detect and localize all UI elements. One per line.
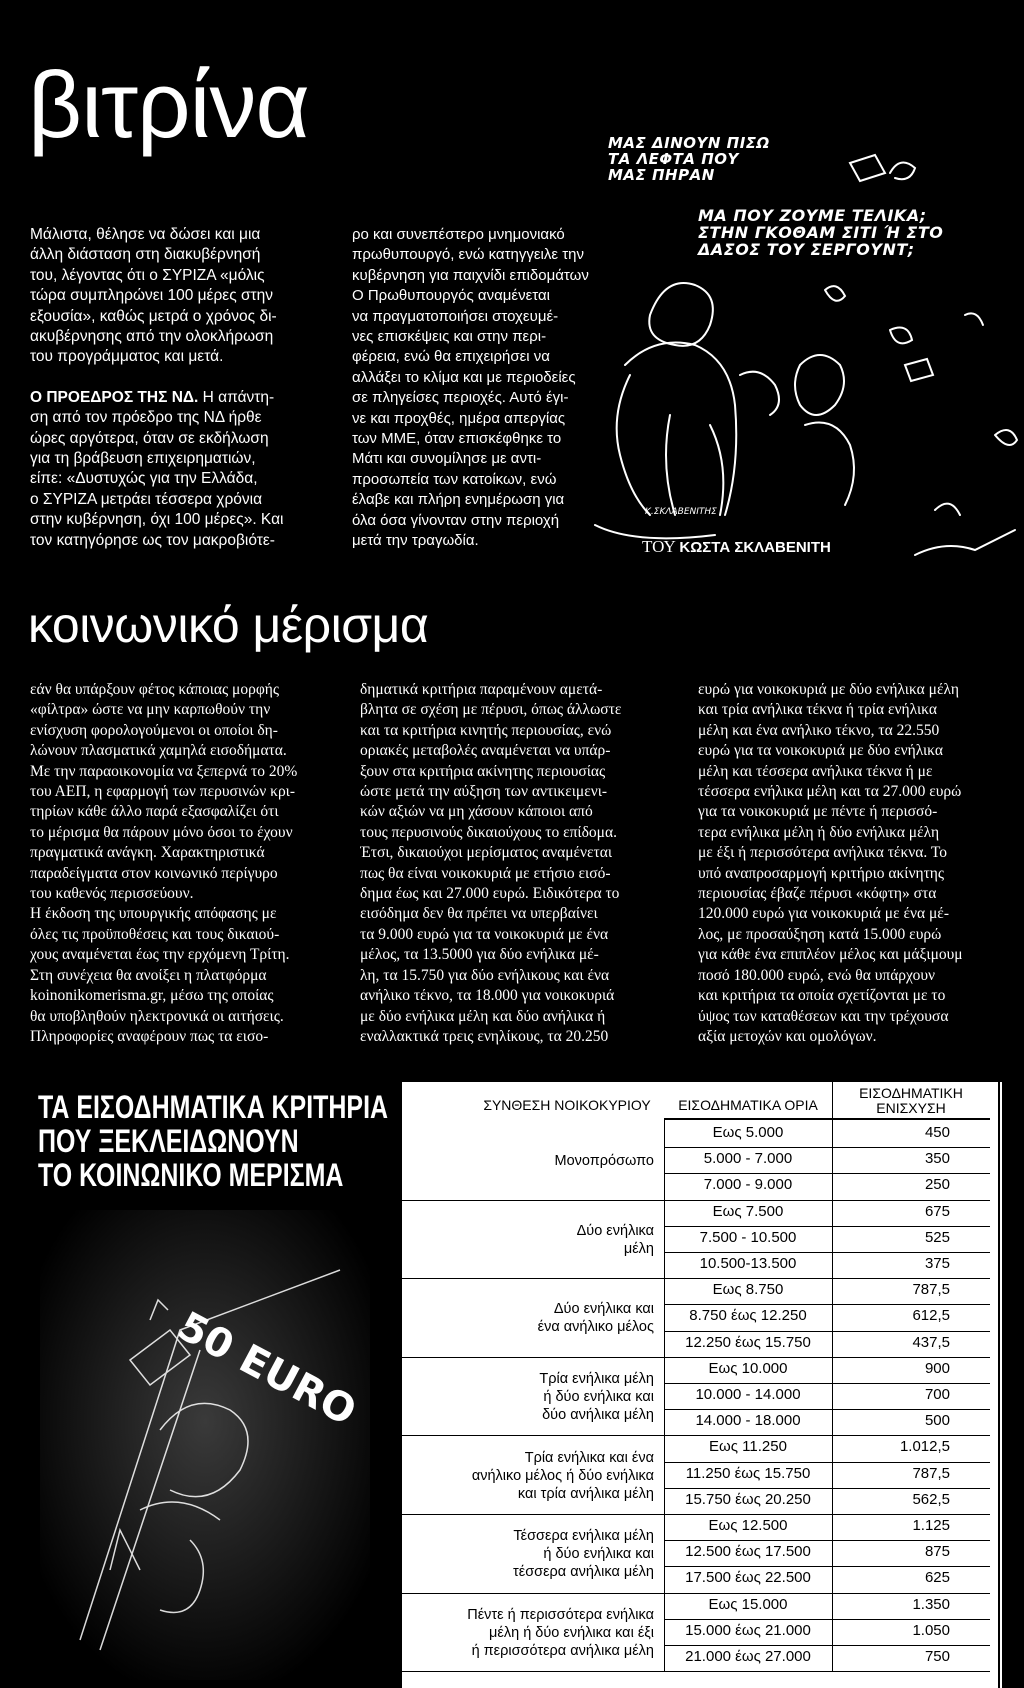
income-limit-cell: 17.500 έως 22.500 (685, 1569, 811, 1587)
household-line: ή περισσότερα ανήλικα μέλη (471, 1642, 654, 1659)
text-line: στην κυβέρνηση, όχι 100 μέρες». Και (30, 511, 284, 529)
text-line: με έξι ή περισσότερα ανήλικα τέκνα. Το (698, 844, 948, 862)
text-line: τέσσερα ενήλικα μέλη και τα 27.000 ευρώ (698, 783, 962, 801)
text-line: τον κατηγόρησε ως τον μακροβιότε- (30, 531, 275, 549)
text-line: δημα έως και 27.000 ευρώ. Ειδικότερα το (360, 885, 620, 903)
top-left-column (30, 225, 320, 551)
text-line: ευρώ για νοικοκυριά με δύο ενήλικα μέλη (698, 681, 959, 698)
household-line: ανήλικο μέλος ή δύο ενήλικα (471, 1467, 654, 1484)
text-line: να πραγματοποιήσει στοχευμέ- (352, 307, 559, 325)
household-line: ή δύο ενήλικα και (543, 1546, 654, 1563)
text-line: του καθενός περισσεύουν. (30, 885, 194, 903)
benefit-cell: 675 (924, 1202, 950, 1220)
income-limit-cell: 15.000 έως 21.000 (685, 1621, 811, 1639)
benefit-cell: 525 (924, 1228, 950, 1246)
table-title (38, 1090, 388, 1192)
text-line: έλαβε και πλήρη ενημέρωση για (352, 491, 565, 509)
text-line: πρωθυπουργό, ενώ κατηγγειλε την (352, 246, 584, 264)
household-line: δύο ανήλικα μέλη (542, 1407, 654, 1424)
table-header-limits: ΕΙΣΟΔΗΜΑΤΙΚΑ ΟΡΙΑ (678, 1097, 818, 1113)
benefit-cell: 700 (924, 1386, 950, 1403)
household-cell (412, 1201, 654, 1280)
text-line: και κριτήρια τα οποία σχετίζονται με το (698, 987, 946, 1005)
benefit-cell: 787,5 (912, 1281, 950, 1299)
income-limit-cell: Εως 7.500 (712, 1202, 784, 1220)
text-line: τερα ενήλικα μέλη ή δύο ενήλικα μέλη (698, 823, 940, 841)
text-line: όλα όσα γίνονταν στην περιοχή (352, 511, 560, 529)
text-line: Πληροφορίες αναφέρουν πως τα εισο- (30, 1027, 269, 1045)
benefit-cell: 1.350 (912, 1595, 950, 1613)
text-line: νες επισκέψεις και στην περι- (352, 328, 547, 346)
text-line: υπό αναπροσαρμογή κριτήριο ακίνητης (698, 864, 945, 882)
subhead-nd-president: Ο ΠΡΟΕΔΡΟΣ ΤΗΣ ΝΔ. (30, 388, 199, 406)
top-middle-paragraph (352, 225, 624, 552)
top-left-paragraph-2 (30, 408, 320, 551)
text-line: με δύο ενήλικα μέλη και δύο ανήλικα ή (360, 1007, 606, 1025)
text-line: Η έκδοση της υπουργικής απόφασης με (30, 905, 277, 923)
banknote-denomination: 50 EURO (170, 1303, 364, 1436)
benefit-cell: 1.050 (912, 1621, 950, 1639)
household-line: Μονοπρόσωπο (554, 1153, 654, 1170)
text-line: κών αξιών να μη χάσουν κάποιοι από (360, 803, 593, 821)
body-column-3 (698, 680, 1003, 1047)
text-line: ώρες αργότερα, όταν σε εκδήλωση (30, 429, 269, 447)
text-line: για τα νοικοκυριά με πέντε ή περισσό- (698, 803, 938, 821)
cartoon-signature: Κ.ΣΚΛΑΒΕΝΙΤΗΣ (645, 507, 717, 517)
col-divider-2 (832, 1082, 833, 1672)
text-line: το μέρισμα θα πάρουν μόνο όσοι το έχουν (30, 823, 293, 841)
text-line: μέλη και τέσσερα ανήλικα τέκνα ή με (698, 762, 933, 780)
text-line: μετά την τραγωδία. (352, 532, 479, 550)
text-line: του, λέγοντας ότι ο ΣΥΡΙΖΑ «μόλις (30, 266, 265, 284)
household-line: τέσσερα ανήλικα μέλη (513, 1564, 654, 1581)
subhead-continuation: Η απάντη- (198, 388, 275, 406)
col-divider-1 (664, 1118, 665, 1672)
text-line: εναλλακτικά τρεις ενηλίκους, τα 20.250 (360, 1027, 609, 1045)
top-left-paragraph-1 (30, 225, 320, 368)
banknote-photo (40, 1210, 370, 1680)
income-limit-cell: 5.000 - 7.000 (703, 1150, 793, 1168)
income-limit-cell: Εως 11.250 (709, 1438, 787, 1456)
text-line: Με την παραοικονομία να ξεπερνά το 20% (30, 762, 298, 780)
income-limit-cell: 11.250 έως 15.750 (685, 1464, 811, 1482)
text-line: μέλος, τα 13.5000 για δύο ενήλικα μέ- (360, 946, 599, 964)
household-line: Δύο ενήλικα (576, 1222, 654, 1239)
benefit-cell: 1.125 (912, 1517, 950, 1534)
text-line: ύψος των καταθέσεων και την τρέχουσα (698, 1007, 949, 1025)
text-line: ανήλικο τέκνο, τα 18.000 για νοικοκυριά (360, 987, 615, 1005)
text-line: ο ΣΥΡΙΖΑ μετράει τέσσερα χρόνια (30, 490, 263, 508)
header-word: ΕΙΣΟΔΗΜΑΤΙΚΗ (859, 1085, 963, 1101)
text-line: εξουσία», καθώς μετρά ο χρόνος δι- (30, 307, 277, 325)
benefit-cell: 500 (924, 1412, 950, 1430)
text-line: Στη συνέχεια θα ανοίξει η πλατφόρμα (30, 966, 267, 984)
text-line: θα υποβληθούν ηλεκτρονικά οι αιτήσεις. (30, 1007, 284, 1025)
text-line: προσωπεία των κατοίκων, ενώ (352, 470, 557, 488)
household-line: Τρία ενήλικα μέλη (539, 1371, 654, 1388)
text-line: πως θα είναι νοικοκυριά με ετήσιο εισό- (360, 864, 611, 882)
income-limit-cell: 12.250 έως 15.750 (685, 1333, 811, 1351)
household-line: ένα ανήλικο μέλος (537, 1319, 654, 1336)
table-header-household: ΣΥΝΘΕΣΗ ΝΟΙΚΟΚΥΡΙΟΥ (483, 1097, 651, 1113)
household-line: και τρία ανήλικα μέλη (517, 1485, 654, 1502)
income-limit-cell: 12.500 έως 17.500 (685, 1543, 811, 1561)
benefit-cell: 350 (924, 1150, 950, 1168)
benefit-cell: 612,5 (912, 1307, 950, 1325)
household-line: ή δύο ενήλικα και (543, 1389, 654, 1406)
text-line: ποσό 180.000 ευρώ, ενώ θα υπάρχουν (698, 966, 936, 984)
benefit-cell: 437,5 (912, 1333, 950, 1351)
benefit-cell: 787,5 (912, 1464, 950, 1482)
text-line: δηματικά κριτήρια παραμένουν αμετά- (360, 681, 603, 698)
text-line: 120.000 ευρώ για νοικοκυριά με ένα μέ- (698, 905, 949, 923)
income-limit-cell: 7.000 - 9.000 (703, 1176, 793, 1194)
text-line: Μάτι και συνομίλησε με αντι- (352, 450, 542, 468)
income-limit-cell: 15.750 έως 20.250 (685, 1490, 811, 1508)
income-limit-cell: 14.000 - 18.000 (695, 1412, 801, 1430)
household-cell (412, 1358, 654, 1437)
cartoon-drawing (590, 125, 1024, 570)
income-limit-cell: Εως 15.000 (708, 1595, 788, 1613)
text-line: νε και προχθές, ημέρα απεργίας (352, 409, 566, 427)
household-line: Τέσσερα ενήλικα μέλη (513, 1528, 654, 1545)
text-line: λος, με προσαύξηση κατά 15.000 ευρώ (698, 925, 942, 943)
text-line: για κάθε ένα επιπλέον μέλος και μάξιμουμ (698, 946, 963, 964)
text-line: μέλη και ένα ανήλικο τέκνο, τα 22.550 (698, 721, 940, 739)
text-line: οριακές μεταβολές αναμένεται να υπάρ- (360, 742, 611, 760)
text-line: αξία μετοχών και ομολόγων. (698, 1027, 877, 1045)
household-cell (412, 1594, 654, 1673)
household-line: μέλη (623, 1240, 654, 1257)
household-cell (412, 1515, 654, 1594)
text-line: και τα κριτήρια κινητής περιουσίας, ενώ (360, 721, 612, 739)
benefit-cell: 875 (924, 1543, 950, 1561)
text-line: σε πληγείσες περιοχές. Αυτό έγι- (352, 389, 569, 407)
text-line: φέρεια, ενώ θα επιχειρήσει να (352, 348, 550, 366)
text-line: και τρία ανήλικα τέκνα ή τρία ενήλικα (698, 701, 937, 719)
speech-line: ΜΑΣ ΠΗΡΑΝ (608, 166, 715, 184)
text-line: αλλάξει το κλίμα και με περιοδείες (352, 368, 576, 386)
text-line: ρο και συνεπέστερο μνημονιακό (352, 226, 565, 243)
income-limit-cell: 7.500 - 10.500 (699, 1228, 797, 1246)
cartoon (590, 125, 1024, 570)
text-line: τα 9.000 ευρώ για τα νοικοκυριά με ένα (360, 925, 609, 943)
text-line: Έτσι, δικαιούχοι μερίσματος αναμένεται (360, 844, 613, 862)
household-line: Πέντε ή περισσότερα ενήλικα (467, 1606, 654, 1623)
header-rule (664, 1118, 990, 1120)
text-line: των ΜΜΕ, όταν επισκέφθηκε το (352, 430, 562, 448)
text-line: όλες τις προϋποθέσεις και τους δικαιού- (30, 925, 280, 943)
text-line: παραδείγματα στον κοινωνικό περίγυρο (30, 864, 278, 882)
income-limit-cell: Εως 12.500 (708, 1517, 788, 1534)
income-limit-cell: 8.750 έως 12.250 (689, 1307, 807, 1325)
text-line: ακυβέρνησης από την ολοκλήρωση (30, 328, 274, 346)
household-cell (412, 1279, 654, 1358)
text-line: τηρίων κάθε άλλο παρά εξασφαλίζει ότι (30, 803, 279, 821)
speech-line: ΜΑΣ ΔΙΝΟΥΝ ΠΙΣΩ (608, 134, 770, 152)
text-line: πραγματικά ανάγκη. Χαρακτηριστικά (30, 844, 265, 862)
body-column-2 (360, 680, 665, 1047)
text-line: ώστε μετά την αύξηση των αντικειμενι- (360, 783, 608, 801)
income-limit-cell: Εως 5.000 (712, 1124, 784, 1141)
benefit-cell: 450 (924, 1124, 950, 1141)
text-line: άλλη διάσταση στη διακυβέρνησή (30, 246, 261, 264)
text-line: τώρα συμπληρώνει 100 μέρες στην (30, 287, 274, 305)
group-rule (402, 1671, 990, 1672)
benefit-cell: 250 (924, 1176, 950, 1194)
body-column-1 (30, 680, 335, 1047)
benefit-cell: 750 (924, 1648, 950, 1665)
income-limit-cell: 10.000 - 14.000 (695, 1386, 801, 1403)
credit-name: ΚΩΣΤΑ ΣΚΛΑΒΕΝΙΤΗ (679, 539, 831, 556)
income-limit-cell: 21.000 έως 27.000 (685, 1648, 811, 1665)
benefit-cell: 1.012,5 (899, 1438, 950, 1456)
text-line: λώνουν πλασματικά χαμηλά εισοδήματα. (30, 742, 287, 760)
text-line: λη, τα 15.750 για δύο ενήλικους και ένα (360, 966, 610, 984)
table-title-line: ΤΑ ΕΙΣΟΔΗΜΑΤΙΚΑ ΚΡΙΤΗΡΙΑ (38, 1089, 389, 1125)
income-criteria-table (402, 1082, 1002, 1688)
text-line: βλητα σε σχέση με πέρυσι, όπως άλλωστε (360, 701, 622, 719)
text-line: εισόδημα δεν θα πρέπει να υπερβαίνει (360, 905, 598, 923)
table-title-line: ΤΟ ΚΟΙΝΩΝΙΚΟ ΜΕΡΙΣΜΑ (38, 1157, 344, 1193)
household-cell (412, 1122, 654, 1201)
benefit-cell: 900 (924, 1359, 950, 1377)
text-line: είπε: «Δυστυχώς για την Ελλάδα, (30, 470, 258, 488)
text-line: χους αναμένεται έως την ερχόμενη Τρίτη. (30, 946, 290, 964)
text-line: για τη βράβευση επιχειρηματιών, (30, 450, 256, 468)
speech-line: ΔΑΣΟΣ ΤΟΥ ΣΕΡΓΟΥΝΤ; (698, 240, 915, 259)
header-word: ΕΝΙΣΧΥΣΗ (876, 1100, 946, 1116)
income-limit-cell: Εως 10.000 (708, 1359, 788, 1377)
text-line: ση από τον πρόεδρο της ΝΔ ήρθε (30, 409, 262, 427)
cartoon-credit (642, 537, 831, 557)
benefit-cell: 562,5 (912, 1490, 950, 1508)
section-title: βιτρίνα (28, 52, 309, 157)
text-line: ξουν στα κριτήρια ακίνητης περιουσίας (360, 762, 606, 780)
benefit-cell: 625 (924, 1569, 950, 1587)
text-line: «φίλτρα» ώστε να μην καρπωθούν την (30, 701, 271, 719)
benefit-cell: 375 (924, 1255, 950, 1272)
income-limit-cell: Εως 8.750 (712, 1281, 784, 1299)
speech-line: ΣΤΗΝ ΓΚΟΘΑΜ ΣΙΤΙ Ή ΣΤΟ (698, 223, 944, 242)
text-line: ευρώ για τα νοικοκυριά με δύο ενήλικα (698, 742, 943, 760)
text-line: εάν θα υπάρξουν φέτος κάποιας μορφής (30, 681, 280, 698)
table-header-benefit (832, 1086, 990, 1116)
top-middle-column (352, 225, 624, 552)
household-line: Δύο ενήλικα και (553, 1301, 654, 1318)
speech-line: ΜΑ ΠΟΥ ΖΟΥΜΕ ΤΕΛΙΚΑ; (698, 206, 927, 225)
credit-prefix: ΤΟΥ (642, 537, 680, 556)
text-line: του ΑΕΠ, η εφαρμογή των περυσινών κρι- (30, 783, 296, 801)
text-line: koinonikomerisma.gr, μέσω της οποίας (30, 987, 274, 1005)
right-border (998, 1082, 1000, 1688)
household-cell (412, 1436, 654, 1515)
text-line: κυβέρνηση για παιχνίδι επιδομάτων (352, 266, 589, 284)
income-limit-cell: 10.500-13.500 (699, 1255, 797, 1272)
text-line: Ο Πρωθυπουργός αναμένεται (352, 287, 550, 305)
household-line: Τρία ενήλικα και ένα (524, 1449, 654, 1466)
section-2-title: κοινωνικό μέρισμα (28, 597, 429, 653)
text-line: ενίσχυση φορολογούμενοι οι οποίοι δη- (30, 721, 278, 739)
text-line: του προγράμματος και μετά. (30, 348, 224, 366)
table-title-line: ΠΟΥ ΞΕΚΛΕΙΔΩΝΟΥΝ (38, 1123, 299, 1159)
text-line: περιουσίας έβαζε πέρυσι «κόφτη» στα (698, 885, 937, 903)
top-left-subhead-line (30, 388, 320, 408)
text-line: τους περυσινούς δικαιούχους το επίδομα. (360, 823, 617, 841)
text-line: Μάλιστα, θέλησε να δώσει και μια (30, 226, 261, 243)
household-line: μέλη ή δύο ενήλικα και έξι (489, 1624, 654, 1641)
speech-line: ΤΑ ΛΕΦΤΑ ΠΟΥ (608, 150, 739, 168)
